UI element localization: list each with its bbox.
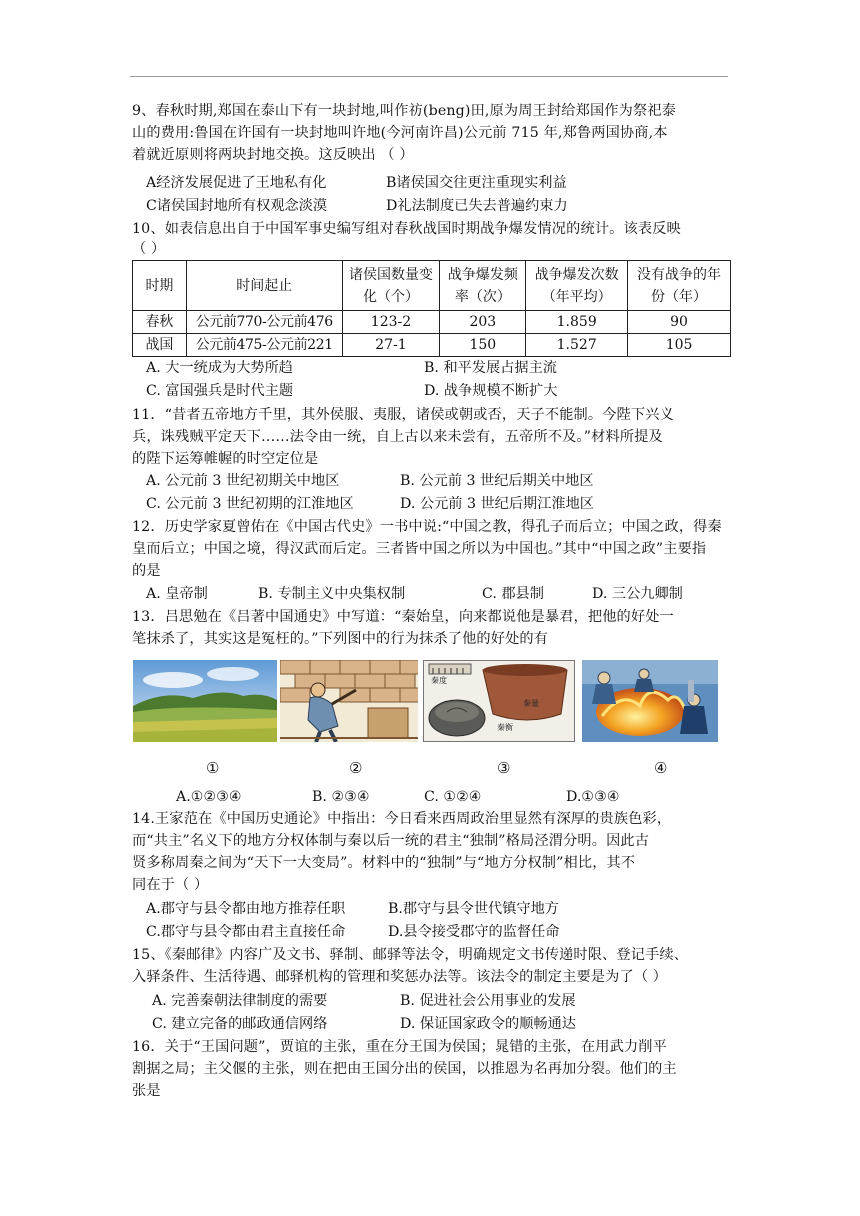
q12-line-1: 12．历史学家夏曾佑在《中国古代史》一书中说:“中国之教，得孔子而后立；中国之政，得秦	[132, 519, 722, 535]
artifact-label-heng: 秦衡	[497, 723, 513, 732]
q9-line-1: 9、春秋时期,郑国在泰山下有一块封地,叫作祊(beng)田,原为周王封给郑国作为祭祀泰	[132, 103, 676, 119]
q12-line-2: 皇而后立；中国之境，得汉武而后定。三者皆中国之所以为中国也。”其中“中国之政”主要指	[132, 541, 707, 557]
image-number-1: ①	[206, 759, 220, 777]
q11-line-2: 兵，诛残贼平定天下……法令由一统，自上古以来未尝有，五帝所不及。”材料所提及	[132, 429, 663, 445]
image-number-3: ③	[497, 759, 511, 777]
table-cell: 203	[440, 311, 526, 334]
book-burning-scene-image	[582, 660, 718, 742]
q9-option-c: C诸侯国封地所有权观念淡漠	[146, 198, 328, 214]
table-cell: 战国	[133, 334, 187, 357]
table-cell: 105	[628, 334, 731, 357]
q9-option-d: D礼法制度已失去普遍约束力	[386, 198, 568, 214]
table-row	[133, 334, 731, 357]
table-header-cell: 时间起止	[186, 261, 342, 311]
wall-building-cartoon-image	[280, 660, 418, 742]
q16-line-2: 割据之局；主父偃的主张，则在把由王国分出的侯国，以推恩为名再加分裂。他们的主	[132, 1061, 677, 1077]
q14-option-d: D.县令接受郡守的监督任命	[388, 924, 560, 940]
q12-option-c: C. 郡县制	[482, 586, 544, 602]
q14-line-4: 同在于（ ）	[132, 877, 209, 893]
q10-line-1: 10、如表信息出自于中国军事史编写组对春秋战国时期战争爆发情况的统计。该表反映	[132, 221, 681, 237]
q9-line-3: 着就近原则将两块封地交换。这反映出 （ ）	[132, 147, 414, 163]
table-cell: 150	[440, 334, 526, 357]
table-header-cell: 战争爆发频 率（次）	[440, 261, 526, 311]
q14-line-2: 而“共主”名义下的地方分权体制与秦以后一统的君主“独制”格局泾渭分明。因此古	[132, 833, 650, 849]
q13-option-d: D.①③④	[566, 789, 620, 805]
q11-option-d: D. 公元前 3 世纪后期江淮地区	[400, 496, 594, 512]
q11-option-a: A. 公元前 3 世纪初期关中地区	[146, 473, 340, 489]
q10-option-d: D. 战争规模不断扩大	[424, 383, 558, 399]
q14-option-c: C.郡守与县令都由君主直接任命	[146, 924, 346, 940]
q14-option-a: A.郡守与县令都由地方推荐任职	[146, 901, 346, 917]
q13-option-b: B. ②③④	[312, 789, 370, 805]
q10-option-b: B. 和平发展占据主流	[424, 360, 557, 376]
q16-line-1: 16．关于“王国问题”，贾谊的主张，重在分王国为侯国；晁错的主张，在用武力削平	[132, 1039, 667, 1055]
table-cell: 公元前770-公元前476	[186, 311, 342, 334]
q15-option-c: C. 建立完备的邮政通信网络	[152, 1016, 328, 1032]
q10-line-2: （ ）	[132, 241, 166, 257]
q10-option-c: C. 富国强兵是时代主题	[146, 383, 294, 399]
table-cell: 1.527	[526, 334, 628, 357]
header-rule	[130, 76, 728, 77]
q11-line-3: 的陛下运筹帷幄的时空定位是	[132, 451, 319, 467]
artifact-label-liang: 秦量	[523, 699, 539, 708]
table-cell: 1.859	[526, 311, 628, 334]
q9-option-a: A经济发展促进了王地私有化	[146, 175, 327, 191]
q10-option-a: A. 大一统成为大势所趋	[146, 360, 293, 376]
q9-line-2: 山的费用:鲁国在许国有一块封地叫许地(今河南许昌)公元前 715 年,郑鲁两国协商,本	[132, 125, 668, 141]
q15-line-1: 15、《秦邮律》内容广及文书、驿制、邮驿等法令，明确规定文书传递时限、登记手续、	[132, 947, 689, 963]
table-header-cell: 战争爆发次数 （年平均）	[526, 261, 628, 311]
war-statistics-table	[132, 260, 731, 357]
table-cell: 123-2	[342, 311, 440, 334]
q14-option-b: B.郡守与县令世代镇守地方	[388, 901, 559, 917]
table-header-cell: 没有战争的年 份（年）	[628, 261, 731, 311]
table-cell: 春秋	[133, 311, 187, 334]
q12-line-3: 的是	[132, 563, 161, 579]
q11-option-c: C. 公元前 3 世纪初期的江淮地区	[146, 496, 354, 512]
q15-option-b: B. 促进社会公用事业的发展	[400, 993, 576, 1009]
table-cell: 27-1	[342, 334, 440, 357]
q13-line-1: 13．吕思勉在《吕著中国通史》中写道：“秦始皇，向来都说他是暴君，把他的好处一	[132, 609, 674, 625]
grassland-landscape-image	[133, 660, 277, 742]
q11-line-1: 11．“昔者五帝地方千里，其外侯服、夷服，诸侯或朝或否，天子不能制。今陛下兴义	[132, 407, 674, 423]
q15-option-d: D. 保证国家政令的顺畅通达	[400, 1016, 576, 1032]
q12-option-b: B. 专制主义中央集权制	[258, 586, 406, 602]
image-number-4: ④	[654, 759, 668, 777]
q12-option-d: D. 三公九卿制	[592, 586, 683, 602]
table-header-cell: 时期	[133, 261, 187, 311]
q12-option-a: A. 皇帝制	[146, 586, 208, 602]
q13-line-2: 笔抹杀了，其实这是冤枉的。”下列图中的行为抹杀了他的好处的有	[132, 631, 549, 647]
q14-line-3: 贤多称周秦之间为“天下一大变局”。材料中的“独制”与“地方分权制”相比，其不	[132, 855, 636, 871]
q11-option-b: B. 公元前 3 世纪后期关中地区	[400, 473, 594, 489]
artifact-label-du: 秦度	[431, 676, 447, 685]
q9-option-b: B诸侯国交往更注重现实利益	[386, 175, 567, 191]
image-number-2: ②	[349, 759, 363, 777]
q13-option-a: A.①②③④	[176, 789, 242, 805]
q16-line-3: 张是	[132, 1083, 161, 1099]
q15-option-a: A. 完善秦朝法律制度的需要	[152, 993, 328, 1009]
table-header-row	[133, 261, 731, 311]
q13-option-c: C. ①②④	[424, 789, 482, 805]
q14-line-1: 14.王家范在《中国历史通论》中指出：今日看来西周政治里显然有深厚的贵族色彩，	[132, 811, 672, 827]
qin-measures-artifacts-image	[423, 660, 575, 742]
table-row	[133, 311, 731, 334]
q15-line-2: 入驿条件、生活待遇、邮驿机构的管理和奖惩办法等。该法令的制定主要是为了（ ）	[132, 969, 668, 985]
table-cell: 公元前475-公元前221	[186, 334, 342, 357]
table-cell: 90	[628, 311, 731, 334]
table-header-cell: 诸侯国数量变 化（个）	[342, 261, 440, 311]
